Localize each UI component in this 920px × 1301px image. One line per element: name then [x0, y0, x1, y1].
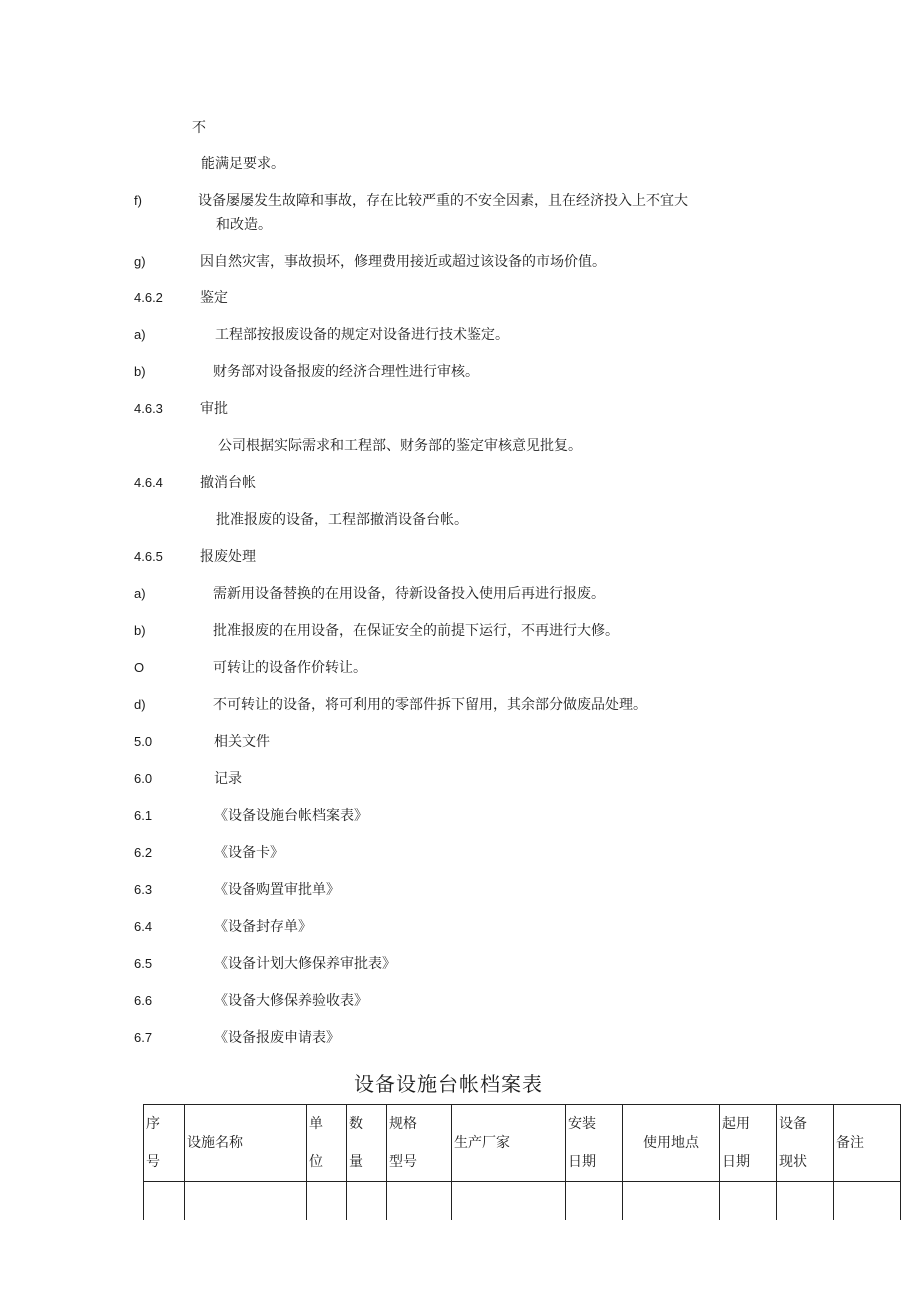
header-cell: 设备 现状 — [777, 1105, 834, 1182]
item-text: 可转让的设备作价转让。 — [213, 660, 367, 676]
table-header-row — [144, 1105, 901, 1182]
intro-line-1: 不 — [192, 120, 206, 136]
header-cell: 数 量 — [347, 1105, 387, 1182]
item-text: 财务部对设备报废的经济合理性进行审核。 — [213, 364, 479, 380]
header-cell: 备注 — [834, 1105, 901, 1182]
header-cell: 安装 日期 — [566, 1105, 623, 1182]
table-cell — [307, 1182, 347, 1221]
item-number: a) — [134, 327, 146, 342]
table-cell — [387, 1182, 452, 1221]
header-cell: 设施名称 — [185, 1105, 307, 1182]
item-text-continuation: 和改造。 — [216, 217, 272, 233]
header-cell: 生产厂家 — [452, 1105, 566, 1182]
header-cell: 序 号 — [144, 1105, 185, 1182]
item-text: 因自然灾害，事故损坏，修理费用接近或超过该设备的市场价值。 — [200, 254, 606, 270]
table-cell — [720, 1182, 777, 1221]
item-number: b) — [134, 364, 146, 379]
record-number: 6.5 — [134, 956, 153, 971]
section-heading: 鉴定 — [200, 290, 228, 306]
section-number: 4.6.3 — [134, 401, 163, 416]
section-number: 4.6.2 — [134, 290, 163, 305]
section-heading: 审批 — [200, 401, 228, 417]
paragraph-text: 公司根据实际需求和工程部、财务部的鉴定审核意见批复。 — [218, 438, 582, 454]
table-title: 设备设施台帐档案表 — [354, 1072, 543, 1096]
paragraph-text: 批准报废的设备，工程部撤消设备台帐。 — [216, 512, 468, 528]
table-cell — [452, 1182, 566, 1221]
section-number: 4.6.4 — [134, 475, 163, 490]
item-number: b) — [134, 623, 146, 638]
section-heading: 相关文件 — [214, 734, 270, 750]
table-cell — [566, 1182, 623, 1221]
record-number: 6.4 — [134, 919, 153, 934]
ledger-table — [143, 1104, 901, 1220]
record-number: 6.2 — [134, 845, 153, 860]
item-text: 不可转让的设备，将可利用的零部件拆下留用，其余部分做废品处理。 — [213, 697, 647, 713]
item-text: 工程部按报废设备的规定对设备进行技术鉴定。 — [215, 327, 509, 343]
table-cell — [834, 1182, 901, 1221]
item-number: O — [134, 660, 145, 675]
record-number: 6.3 — [134, 882, 153, 897]
item-text: 批准报废的在用设备，在保证安全的前提下运行，不再进行大修。 — [213, 623, 619, 639]
record-title: 《设备设施台帐档案表》 — [214, 808, 368, 824]
item-text: 设备屡屡发生故障和事故，存在比较严重的不安全因素，且在经济投入上不宜大 — [198, 193, 688, 209]
section-number: 5.0 — [134, 734, 153, 749]
table-cell — [347, 1182, 387, 1221]
record-title: 《设备购置审批单》 — [214, 882, 340, 898]
table-cell — [623, 1182, 720, 1221]
record-number: 6.6 — [134, 993, 153, 1008]
item-number: a) — [134, 586, 146, 601]
header-cell: 单 位 — [307, 1105, 347, 1182]
section-number: 6.0 — [134, 771, 153, 786]
record-title: 《设备计划大修保养审批表》 — [214, 956, 396, 972]
record-title: 《设备封存单》 — [214, 919, 312, 935]
record-number: 6.1 — [134, 808, 153, 823]
table-cell — [777, 1182, 834, 1221]
item-number: d) — [134, 697, 146, 712]
record-number: 6.7 — [134, 1030, 153, 1045]
table-cell — [144, 1182, 185, 1221]
item-number: f) — [134, 193, 142, 208]
intro-line-2: 能满足要求。 — [201, 156, 285, 172]
section-number: 4.6.5 — [134, 549, 163, 564]
record-title: 《设备报废申请表》 — [214, 1030, 340, 1046]
record-title: 《设备大修保养验收表》 — [214, 993, 368, 1009]
section-heading: 撤消台帐 — [200, 475, 256, 491]
header-cell: 规格 型号 — [387, 1105, 452, 1182]
item-number: g) — [134, 254, 146, 269]
item-text: 需新用设备替换的在用设备，待新设备投入使用后再进行报废。 — [213, 586, 605, 602]
table-row — [144, 1182, 901, 1221]
header-cell: 使用地点 — [623, 1105, 720, 1182]
section-heading: 记录 — [214, 771, 242, 787]
section-heading: 报废处理 — [200, 549, 256, 565]
table-cell — [185, 1182, 307, 1221]
header-cell: 起用 日期 — [720, 1105, 777, 1182]
record-title: 《设备卡》 — [214, 845, 284, 861]
